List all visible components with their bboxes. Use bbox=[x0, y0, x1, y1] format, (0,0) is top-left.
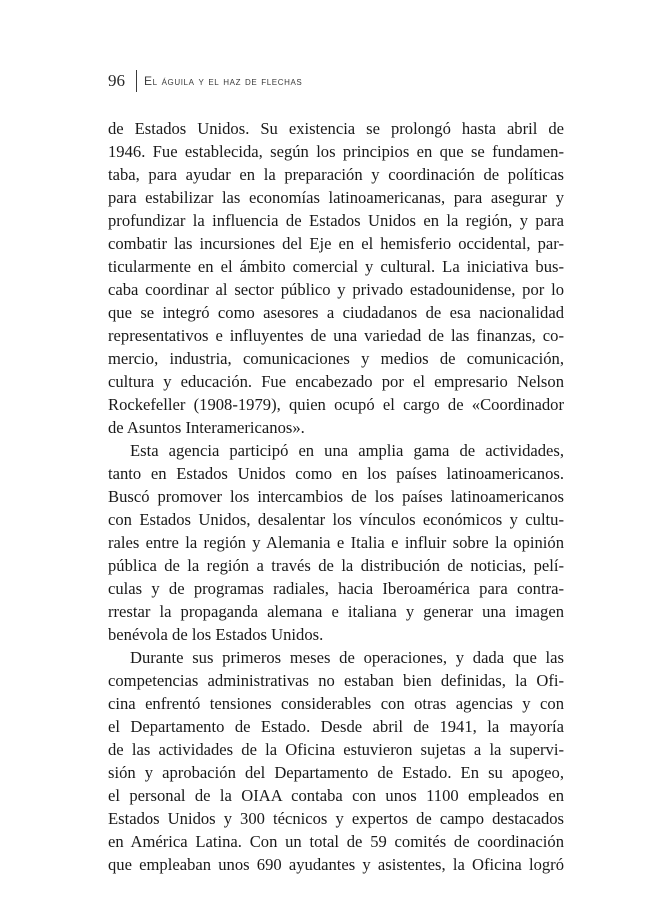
text-line: cina enfrentó tensiones considerables con otras agencias y con bbox=[108, 694, 564, 713]
text-line: 1946. Fue establecida, según los principios en que se fundamen- bbox=[108, 142, 564, 161]
text-line: que empleaban unos 690 ayudantes y asistentes, la Oficina logró bbox=[108, 855, 564, 874]
text-line: mercio, industria, comunicaciones y medios de comunicación, bbox=[108, 349, 564, 368]
paragraph bbox=[108, 646, 564, 876]
text-line: culas y de programas radiales, hacia Iberoamérica para contra- bbox=[108, 579, 564, 598]
text-line: que se integró como asesores a ciudadanos de esa nacionalidad bbox=[108, 303, 564, 322]
text-line: con Estados Unidos, desalentar los vínculos económicos y cultu- bbox=[108, 510, 564, 529]
header-divider bbox=[136, 70, 137, 92]
text-line: pública de la región a través de la distribución de noticias, pelí- bbox=[108, 556, 564, 575]
paragraph bbox=[108, 117, 564, 439]
text-line: el Departamento de Estado. Desde abril de 1941, la mayoría bbox=[108, 717, 564, 736]
text-line: competencias administrativas no estaban bien definidas, la Ofi- bbox=[108, 671, 564, 690]
text-line: tanto en Estados Unidos como en los países latinoamericanos. bbox=[108, 464, 564, 483]
text-line: Esta agencia participó en una amplia gama de actividades, bbox=[130, 441, 564, 460]
book-title: El águila y el haz de flechas bbox=[144, 74, 303, 88]
paragraph bbox=[108, 439, 564, 646]
text-line: de Asuntos Interamericanos». bbox=[108, 418, 305, 437]
text-line: rrestar la propaganda alemana e italiana y generar una imagen bbox=[108, 602, 564, 621]
text-line: rales entre la región y Alemania e Italia e influir sobre la opinión bbox=[108, 533, 564, 552]
text-line: benévola de los Estados Unidos. bbox=[108, 625, 324, 644]
text-line: caba coordinar al sector público y privado estadounidense, por lo bbox=[108, 280, 564, 299]
text-line: Rockefeller (1908-1979), quien ocupó el cargo de «Coordinador bbox=[108, 395, 564, 414]
text-line: combatir las incursiones del Eje en el hemisferio occidental, par- bbox=[108, 234, 564, 253]
text-line: sión y aprobación del Departamento de Estado. En su apogeo, bbox=[108, 763, 564, 782]
text-line: Estados Unidos y 300 técnicos y expertos de campo destacados bbox=[108, 809, 564, 828]
text-line: profundizar la influencia de Estados Unidos en la región, y para bbox=[108, 211, 564, 230]
text-line: para estabilizar las economías latinoamericanas, para asegurar y bbox=[108, 188, 564, 207]
text-line: Durante sus primeros meses de operaciones, y dada que las bbox=[130, 648, 564, 667]
text-line: representativos e influyentes de una variedad de las finanzas, co- bbox=[108, 326, 564, 345]
text-line: de Estados Unidos. Su existencia se prolongó hasta abril de bbox=[108, 119, 564, 138]
text-line: ticularmente en el ámbito comercial y cultural. La iniciativa bus- bbox=[108, 257, 564, 276]
text-line: de las actividades de la Oficina estuvieron sujetas a la supervi- bbox=[108, 740, 564, 759]
text-line: el personal de la OIAA contaba con unos 1100 empleados en bbox=[108, 786, 564, 805]
running-header bbox=[108, 69, 302, 93]
text-line: en América Latina. Con un total de 59 comités de coordinación bbox=[108, 832, 564, 851]
text-line: cultura y educación. Fue encabezado por el empresario Nelson bbox=[108, 372, 564, 391]
body-text bbox=[108, 117, 564, 876]
text-line: taba, para ayudar en la preparación y coordinación de políticas bbox=[108, 165, 564, 184]
page-number: 96 bbox=[108, 71, 125, 90]
text-line: Buscó promover los intercambios de los países latinoamericanos bbox=[108, 487, 564, 506]
